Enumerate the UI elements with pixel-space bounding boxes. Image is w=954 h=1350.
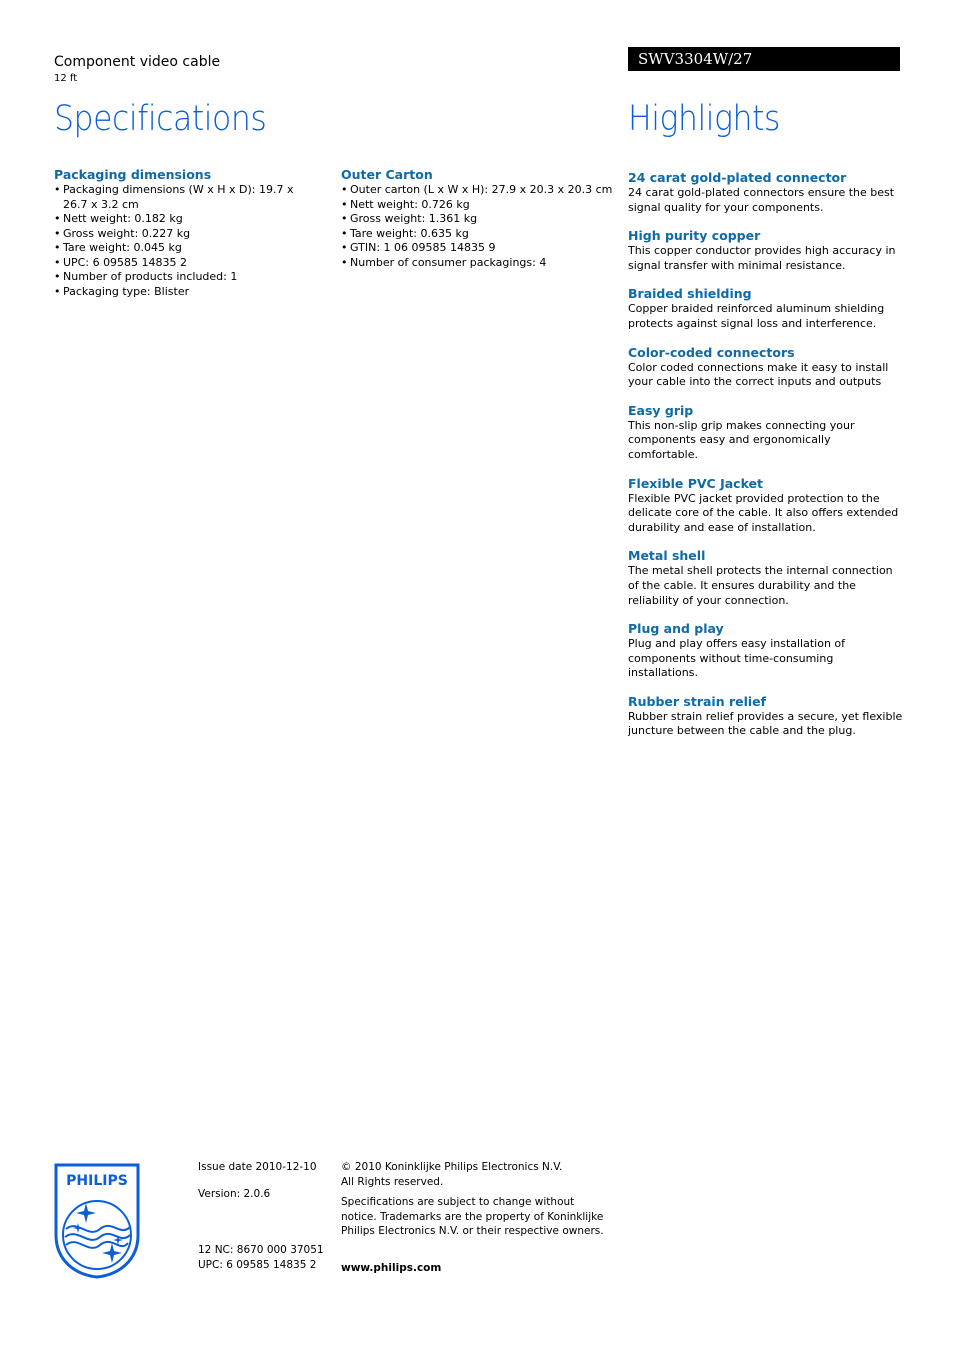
highlight-title: Metal shell [628, 548, 706, 564]
highlight-item [628, 345, 903, 390]
spec-item: • Gross weight: 0.227 kg [54, 227, 314, 242]
highlight-item [628, 621, 903, 681]
spec-section-title: Outer Carton [341, 167, 433, 182]
spec-item: • Tare weight: 0.635 kg [341, 227, 621, 242]
spec-list [341, 183, 621, 270]
footer-legal [341, 1160, 611, 1275]
spec-item: • Number of consumer packagings: 4 [341, 256, 621, 271]
highlights-list [628, 170, 903, 752]
highlight-item [628, 286, 903, 331]
philips-shield-logo [54, 1163, 140, 1279]
highlight-text: Rubber strain relief provides a secure, yet flexible juncture between the cable and the plug. [628, 709, 903, 738]
highlight-item [628, 170, 903, 215]
highlight-title: Easy grip [628, 402, 694, 418]
highlight-text: 24 carat gold-plated connectors ensure the best signal quality for your components. [628, 186, 895, 214]
spec-item: • Gross weight: 1.361 kg [341, 212, 621, 227]
disclaimer: Specifications are subject to change without notice. Trademarks are the property of Koninklijke Philips Electronics N.V. or their respective owners. [341, 1196, 604, 1237]
spec-section-packaging [54, 167, 314, 299]
rights: All Rights reserved. [341, 1175, 444, 1188]
highlight-title: Rubber strain relief [628, 693, 767, 709]
highlight-item [628, 548, 903, 608]
website-link[interactable]: www.philips.com [341, 1261, 442, 1274]
highlight-item [628, 476, 903, 536]
version: Version: 2.0.6 [198, 1187, 271, 1200]
product-length: 12 ft [54, 73, 78, 84]
highlight-item [628, 403, 903, 463]
highlight-title: Braided shielding [628, 286, 752, 302]
issue-date: Issue date 2010-12-10 [198, 1161, 317, 1173]
highlight-title: High purity copper [628, 228, 761, 244]
highlight-title: Color-coded connectors [628, 344, 795, 360]
spec-item: • Number of products included: 1 [54, 270, 314, 285]
footer-meta [198, 1160, 333, 1272]
logo-wordmark: PHILIPS [66, 1173, 128, 1189]
highlight-item [628, 694, 903, 739]
spec-item: • GTIN: 1 06 09585 14835 9 [341, 241, 621, 256]
spec-item: • Nett weight: 0.726 kg [341, 198, 621, 213]
spec-item: • Packaging type: Blister [54, 285, 314, 300]
highlight-text: Color coded connections make it easy to install your cable into the correct inputs and outputs [628, 360, 889, 389]
nc-number: 12 NC: 8670 000 37051 [198, 1244, 324, 1256]
spec-section-title: Packaging dimensions [54, 167, 212, 182]
copyright: © 2010 Koninklijke Philips Electronics N.V. [341, 1161, 563, 1173]
spec-item: • Packaging dimensions (W x H x D): 19.7 x 26.7 x 3.2 cm [54, 183, 314, 212]
highlight-text: This non-slip grip makes connecting your components easy and ergonomically comfortable. [628, 418, 855, 461]
product-type: Component video cable [54, 54, 221, 70]
highlight-item [628, 228, 903, 273]
highlight-text: Copper braided reinforced aluminum shielding protects against signal loss and interference. [628, 302, 885, 330]
highlight-title: Flexible PVC Jacket [628, 475, 763, 491]
highlights-title: Highlights [628, 99, 780, 139]
model-number-bar: SWV3304W/27 [628, 47, 900, 71]
spec-section-outer-carton [341, 167, 621, 270]
highlight-title: 24 carat gold-plated connector [628, 170, 847, 185]
highlight-text: The metal shell protects the internal connection of the cable. It ensures durability and the reliability of your connection. [628, 564, 893, 607]
highlight-text: This copper conductor provides high accuracy in signal transfer with minimal resistance. [628, 244, 896, 272]
spec-list [54, 183, 314, 299]
spec-item: • UPC: 6 09585 14835 2 [54, 256, 314, 271]
spec-item: • Outer carton (L x W x H): 27.9 x 20.3 x 20.3 cm [341, 183, 621, 198]
footer-upc: UPC: 6 09585 14835 2 [198, 1258, 317, 1271]
specifications-title: Specifications [54, 99, 267, 139]
spec-item: • Nett weight: 0.182 kg [54, 212, 314, 227]
spec-item: • Tare weight: 0.045 kg [54, 241, 314, 256]
highlight-text: Plug and play offers easy installation of components without time-consuming installations. [628, 637, 846, 680]
highlight-text: Flexible PVC jacket provided protection to the delicate core of the cable. It also offers extended durability and ease of installation. [628, 491, 899, 534]
highlight-title: Plug and play [628, 621, 724, 637]
